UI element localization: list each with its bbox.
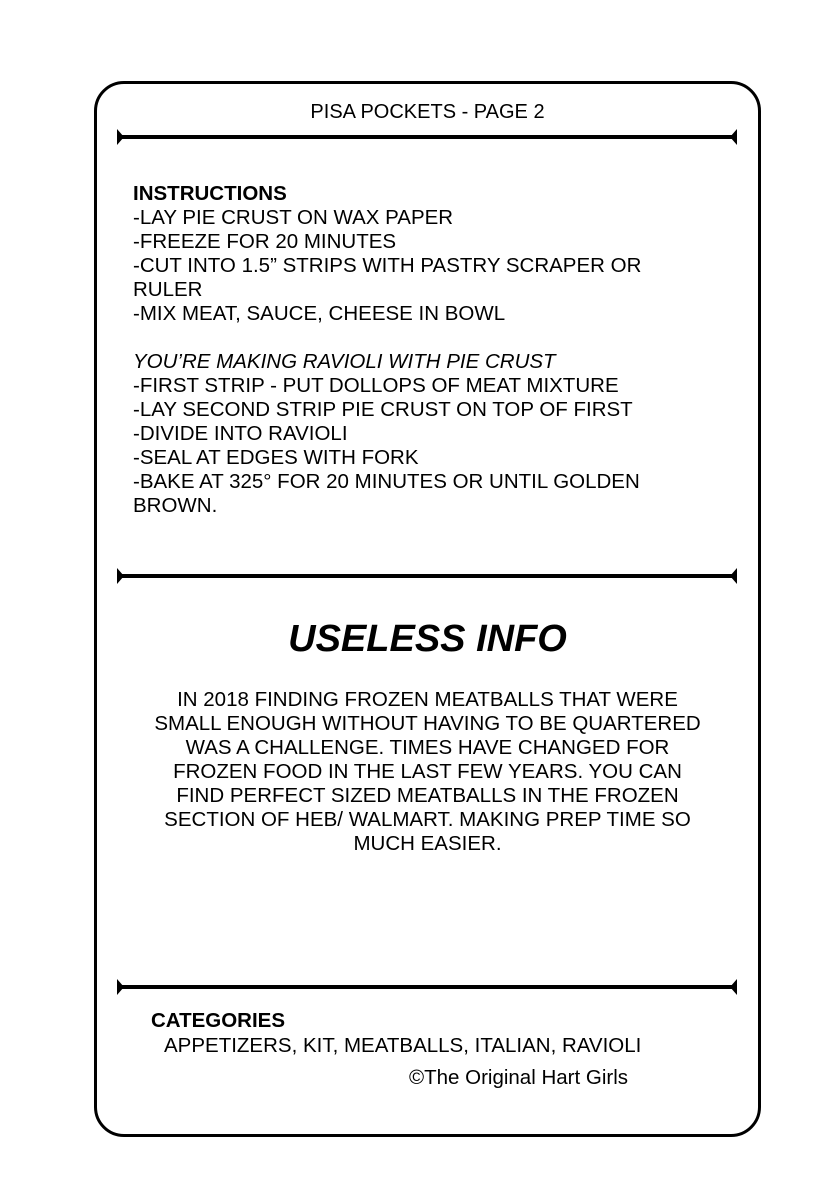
- instruction-step: -FIRST STRIP - PUT DOLLOPS OF MEAT MIXTURE: [133, 374, 619, 397]
- useless-info-line: IN 2018 FINDING FROZEN MEATBALLS THAT WERE: [177, 688, 678, 711]
- categories-title: CATEGORIES: [151, 1009, 286, 1032]
- instruction-step: -MIX MEAT, SAUCE, CHEESE IN BOWL: [133, 302, 506, 325]
- instructions-note: YOU’RE MAKING RAVIOLI WITH PIE CRUST: [133, 350, 556, 373]
- categories-list: APPETIZERS, KIT, MEATBALLS, ITALIAN, RAVIOLI: [164, 1034, 642, 1057]
- useless-info-body: [127, 688, 728, 856]
- useless-info-title: USELESS INFO: [288, 618, 567, 660]
- instruction-step: BROWN.: [133, 494, 218, 517]
- recipe-card: [94, 81, 761, 1137]
- page-header: PISA POCKETS - PAGE 2: [310, 101, 545, 123]
- instruction-step: -FREEZE FOR 20 MINUTES: [133, 230, 397, 253]
- instruction-step: -LAY PIE CRUST ON WAX PAPER: [133, 206, 454, 229]
- instructions-title: INSTRUCTIONS: [133, 182, 287, 205]
- useless-info-line: SMALL ENOUGH WITHOUT HAVING TO BE QUARTERED: [154, 712, 701, 735]
- useless-info-line: SECTION OF HEB/ WALMART. MAKING PREP TIME SO: [164, 808, 691, 831]
- copyright-notice: ©The Original Hart Girls: [409, 1066, 629, 1089]
- instruction-step: -SEAL AT EDGES WITH FORK: [133, 446, 419, 469]
- useless-info-line: FROZEN FOOD IN THE LAST FEW YEARS. YOU CAN: [173, 760, 682, 783]
- instruction-step: -BAKE AT 325° FOR 20 MINUTES OR UNTIL GOLDEN: [133, 470, 640, 493]
- instruction-step: RULER: [133, 278, 203, 301]
- useless-info-line: FIND PERFECT SIZED MEATBALLS IN THE FROZEN: [176, 784, 679, 807]
- useless-info-line: WAS A CHALLENGE. TIMES HAVE CHANGED FOR: [185, 736, 670, 759]
- instruction-step: -CUT INTO 1.5” STRIPS WITH PASTRY SCRAPER OR: [133, 254, 642, 277]
- instructions-section: [133, 182, 733, 518]
- instruction-step: -LAY SECOND STRIP PIE CRUST ON TOP OF FIRST: [133, 398, 633, 421]
- useless-info-line: MUCH EASIER.: [353, 832, 502, 855]
- instruction-step: -DIVIDE INTO RAVIOLI: [133, 422, 348, 445]
